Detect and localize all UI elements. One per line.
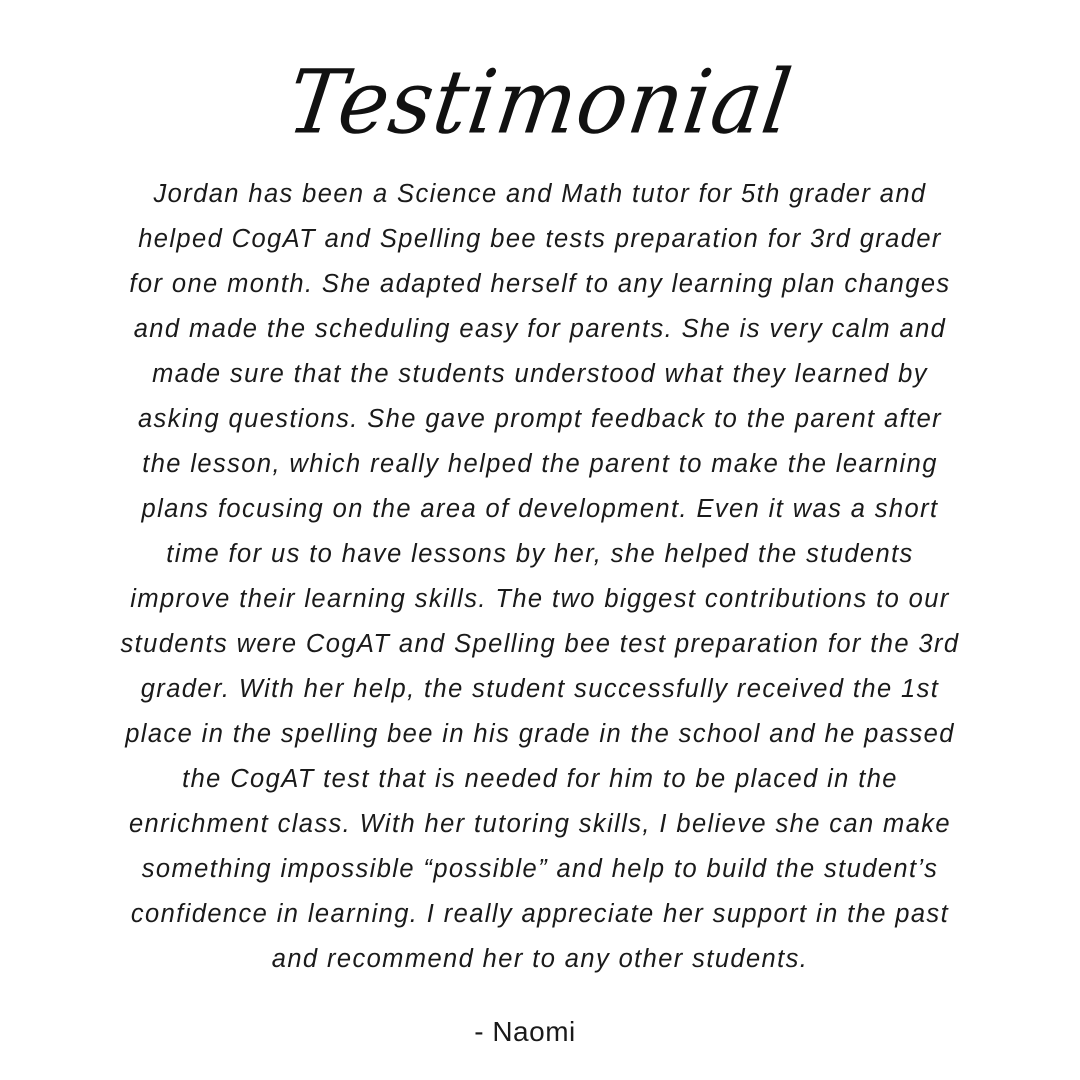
body-line: the lesson, which really helped the parent to make the learning: [142, 450, 938, 478]
body-line: enrichment class. With her tutoring skills, I believe she can make: [128, 810, 952, 838]
testimonial-body: [60, 172, 1020, 982]
body-line: students were CogAT and Spelling bee test preparation for the 3rd: [120, 630, 960, 658]
body-line: plans focusing on the area of development. Even it was a short: [141, 495, 939, 523]
body-line: asking questions. She gave prompt feedback to the parent after: [137, 405, 943, 433]
body-line: grader. With her help, the student successfully received the 1st: [140, 675, 940, 703]
body-line: Jordan has been a Science and Math tutor for 5th grader and: [153, 180, 927, 208]
body-line: helped CogAT and Spelling bee tests preparation for 3rd grader: [138, 225, 942, 253]
body-line: something impossible “possible” and help to build the student’s: [141, 855, 939, 883]
body-line: made sure that the students understood what they learned by: [152, 360, 928, 388]
body-line: and made the scheduling easy for parents. She is very calm and: [133, 315, 947, 343]
body-line: for one month. She adapted herself to any learning plan changes: [129, 270, 951, 298]
body-line: the CogAT test that is needed for him to be placed in the: [182, 765, 898, 793]
body-line: improve their learning skills. The two biggest contributions to our: [130, 585, 950, 613]
body-line: time for us to have lessons by her, she helped the students: [166, 540, 914, 568]
body-line: and recommend her to any other students.: [271, 945, 809, 973]
page-title: Testimonial: [281, 50, 799, 154]
body-line: confidence in learning. I really appreciate her support in the past: [130, 900, 950, 928]
body-line: place in the spelling bee in his grade in the school and he passed: [125, 720, 955, 748]
signature: - Naomi: [474, 1016, 576, 1047]
